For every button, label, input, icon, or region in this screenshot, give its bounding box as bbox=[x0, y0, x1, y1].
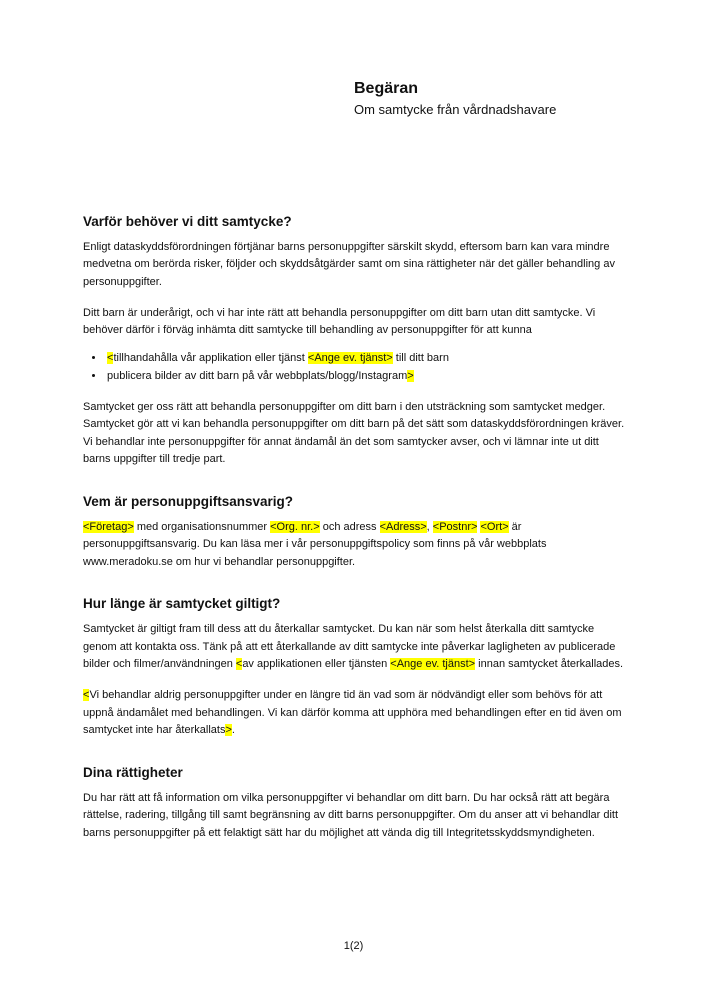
text-run: publicera bilder av ditt barn på vår webbplats/blogg/Instagram bbox=[107, 369, 408, 382]
text-run: innan samtycket återkallades. bbox=[475, 658, 624, 671]
text-run: av applikationen eller tjänsten bbox=[242, 658, 391, 671]
document-body bbox=[83, 214, 626, 856]
highlighted-placeholder: <Ort> bbox=[480, 520, 509, 533]
text-run: Du har rätt att få information om vilka personuppgifter vi behandlar om ditt barn. Du har också rätt att begära rättelse, radering, tillgång till samt begränsning av ditt barns personuppgifter. Om du anser att vi behandlar ditt barns personuppgifter på ett felaktigt sätt har du möjlighet att vända dig till Integritetsskyddsmyndigheten. bbox=[83, 791, 619, 839]
text-run: med organisationsnummer bbox=[133, 520, 271, 533]
highlighted-placeholder: <Ange ev. tjänst> bbox=[307, 352, 393, 365]
paragraph bbox=[83, 399, 626, 469]
text-run: Samtycket ger oss rätt att behandla personuppgifter om ditt barn i den utsträckning som samtycket medger. Samtycket gör att vi kan behandla personuppgifter om ditt barn på det sätt som dataskyddsförordningen kräver. Vi behandlar inte personuppgifter för annat ändamål än det som samtycker avser, och vi lämnar inte ut ditt barns uppgifter till tredje part. bbox=[83, 400, 625, 466]
paragraph bbox=[83, 239, 626, 292]
document-title: Begäran bbox=[354, 80, 419, 97]
bullet-list bbox=[83, 350, 626, 385]
highlighted-placeholder: > bbox=[407, 369, 414, 382]
text-run: Ditt barn är underårigt, och vi har inte rätt att behandla personuppgifter om ditt barn utan ditt samtycke. Vi behöver därför i förväg inhämta ditt samtycke till behandling av personuppgifter för att kunna bbox=[83, 306, 596, 337]
text-run: , bbox=[426, 520, 433, 533]
text-run: Enligt dataskyddsförordningen förtjänar barns personuppgifter särskilt skydd, eftersom barn kan vara mindre medvetna om berörda risker, följder och skyddsåtgärder samt om sina rättigheter när det gäller behandling av personuppgifter. bbox=[83, 240, 615, 288]
section-heading: Vem är personuppgiftsansvarig? bbox=[83, 493, 294, 509]
paragraph bbox=[83, 305, 626, 340]
bullet-item bbox=[105, 368, 626, 386]
highlighted-placeholder: < bbox=[107, 352, 114, 365]
highlighted-placeholder: < bbox=[83, 689, 90, 702]
text-run: är personuppgiftsansvarig. Du kan läsa mer i vår personuppgiftspolicy som finns på vår webbplats www.meradoku.se om hur vi behandlar personuppgifter. bbox=[83, 520, 547, 568]
paragraph bbox=[83, 790, 626, 843]
highlighted-placeholder: <Org. nr.> bbox=[270, 520, 320, 533]
section-heading: Dina rättigheter bbox=[83, 764, 183, 780]
highlighted-placeholder: < bbox=[235, 658, 243, 671]
text-run: tillhandahålla vår applikation eller tjänst bbox=[113, 352, 308, 365]
section-heading: Hur länge är samtycket giltigt? bbox=[83, 596, 281, 612]
text-run: Samtycket är giltigt fram till dess att du återkallar samtycket. Du kan när som helst återkalla ditt samtycke genom att kontakta oss. Tänk på att ett återkallande av ditt samtycke inte påverkar lagligheten av publicerade bilder och filmer/användningen bbox=[83, 623, 616, 671]
highlighted-placeholder: <Adress> bbox=[379, 520, 427, 533]
page-number: 1(2) bbox=[343, 940, 364, 952]
text-run: Vi behandlar aldrig personuppgifter under en längre tid än vad som är nödvändigt eller som behövs för att uppnå ändamålet med behandlingen. Vi kan därför komma att upphöra med behandlingen efter en tid även om samtycket inte har återkallats bbox=[83, 689, 622, 737]
text-run: till ditt barn bbox=[392, 352, 449, 365]
paragraph bbox=[83, 621, 626, 674]
text-run: och adress bbox=[319, 520, 380, 533]
bullet-item bbox=[105, 350, 626, 368]
paragraph bbox=[83, 519, 626, 572]
text-run: . bbox=[231, 724, 235, 737]
highlighted-placeholder: <Företag> bbox=[83, 520, 134, 533]
letterhead bbox=[354, 78, 556, 119]
section-heading: Varför behöver vi ditt samtycke? bbox=[83, 214, 292, 229]
document-subtitle: Om samtycke från vårdnadshavare bbox=[354, 101, 557, 117]
highlighted-placeholder: <Ange ev. tjänst> bbox=[390, 658, 476, 671]
highlighted-placeholder: > bbox=[225, 724, 232, 737]
paragraph bbox=[83, 687, 626, 740]
highlighted-placeholder: <Postnr> bbox=[432, 520, 478, 533]
